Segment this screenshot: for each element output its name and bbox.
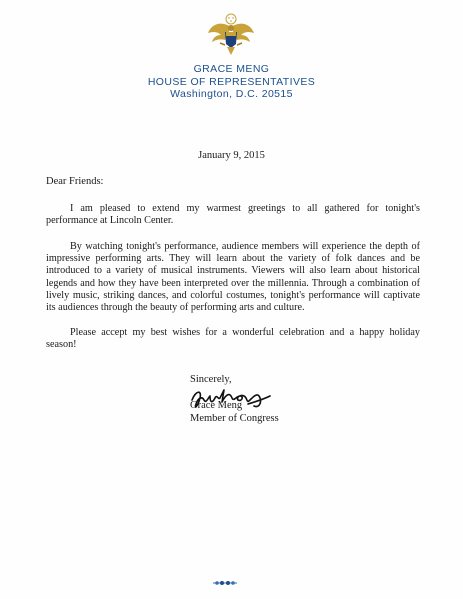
closing: Sincerely, xyxy=(190,374,232,385)
letterhead-office: HOUSE OF REPRESENTATIVES xyxy=(147,75,316,88)
footer-ornament-icon xyxy=(212,579,238,587)
letter-date: January 9, 2015 xyxy=(198,150,265,161)
paragraph-greeting: I am pleased to extend my warmest greetings to all gathered for tonight's performance at Lincoln Center. xyxy=(46,203,420,227)
paragraph-performance: By watching tonight's performance, audience members will experience the depth of impressive performing arts. They will learn about the variety of folk dances and be introduced to a variety of musical instruments. Viewers will also learn about historical legends and how they have been interpreted over the millennia. Through a combination of lively music, striking dances, and colorful costumes, tonight's performance will captivate its audiences through the beauty of performing arts and culture. xyxy=(46,241,420,314)
signature-block xyxy=(190,400,279,425)
eagle-seal-icon xyxy=(206,13,256,57)
letterhead-name: GRACE MENG xyxy=(193,63,270,75)
paragraph-wishes: Please accept my best wishes for a wonderful celebration and a happy holiday season! xyxy=(46,327,420,351)
letterhead-address: Washington, D.C. 20515 xyxy=(170,88,293,100)
signer-name: Grace Meng xyxy=(190,400,243,411)
letterhead xyxy=(0,63,463,101)
salutation: Dear Friends: xyxy=(46,176,104,187)
signer-title: Member of Congress xyxy=(190,412,279,424)
